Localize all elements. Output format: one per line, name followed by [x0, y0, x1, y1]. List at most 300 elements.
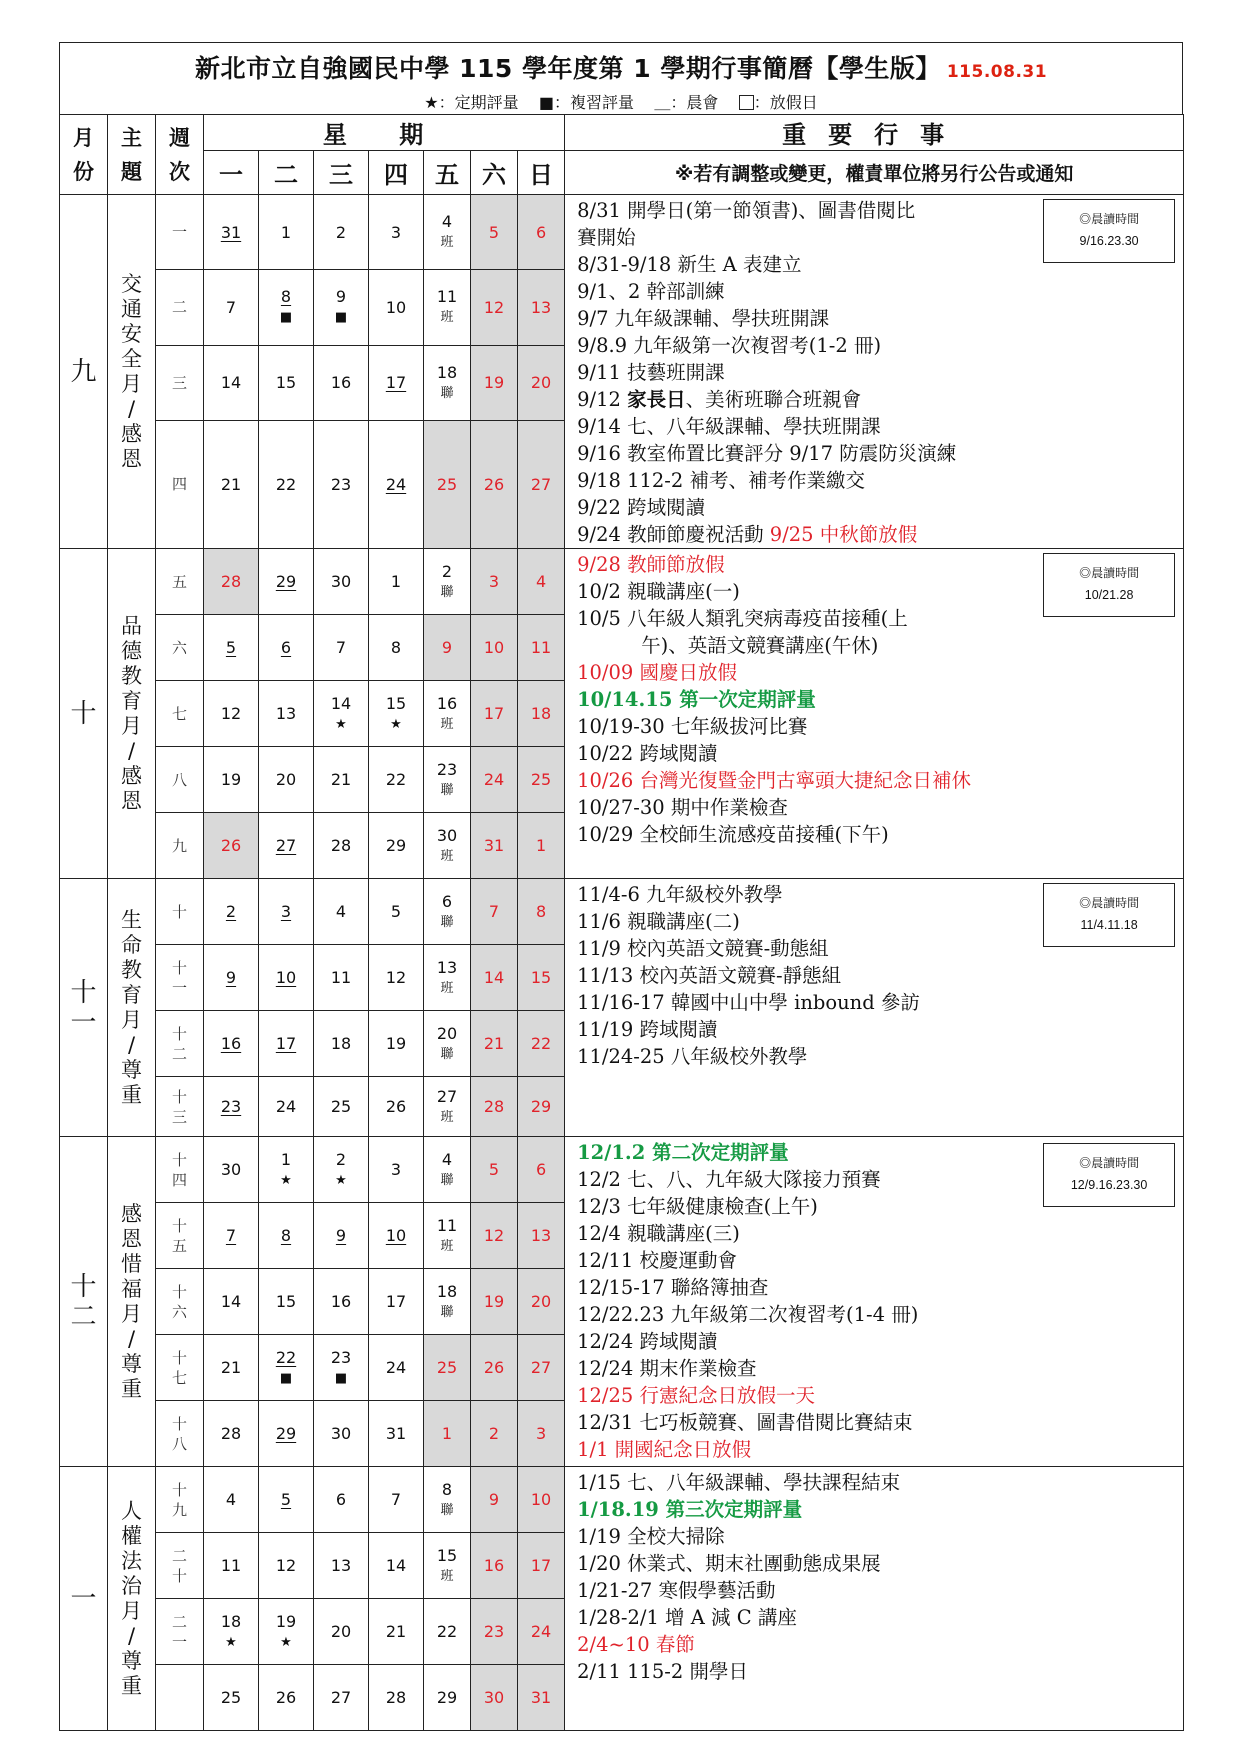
event-line: 11/13 校內英語文競賽-靜態組 — [577, 964, 842, 987]
day-number: 3 — [535, 1424, 547, 1443]
day-number: 9 — [441, 638, 453, 657]
day-number: 13 — [530, 297, 552, 317]
day-cell — [204, 747, 259, 813]
day-cell — [314, 1269, 369, 1335]
day-mark: ■ — [279, 310, 293, 326]
month-label: 九 — [60, 195, 108, 549]
day-number: 20 — [436, 1023, 458, 1043]
title-date: 115.08.31 — [946, 62, 1048, 82]
header-day-wed: 三 — [314, 151, 369, 195]
day-number: 22 — [275, 1347, 297, 1367]
event-line: 1/18.19 第三次定期評量 — [577, 1498, 803, 1521]
event-line: 9/24 教師節慶祝活動 9/25 中秋節放假 — [577, 523, 918, 546]
day-mark: 聯 — [440, 1502, 454, 1518]
day-cell — [204, 1203, 259, 1269]
week-number: 二十 — [156, 1533, 204, 1599]
reading-time-title: ◎晨讀時間 — [1079, 896, 1140, 910]
day-cell — [259, 1665, 314, 1731]
theme-label: 人權法治月/尊重 — [108, 1467, 156, 1731]
day-cell — [259, 270, 314, 345]
event-line: 9/1、2 幹部訓練 — [577, 280, 725, 303]
day-cell — [369, 1077, 424, 1137]
day-cell — [471, 1401, 518, 1467]
event-line: 2/4~10 春節 — [577, 1633, 695, 1656]
day-number: 7 — [390, 1490, 402, 1509]
page-title — [60, 49, 1182, 85]
header-events: 重要行事 — [565, 115, 1184, 151]
day-number: 17 — [385, 373, 407, 393]
reading-time-title: ◎晨讀時間 — [1079, 566, 1140, 580]
day-mark: ★ — [280, 1172, 292, 1188]
day-cell — [204, 1335, 259, 1401]
event-line: 9/18 112-2 補考、補考作業繳交 — [577, 469, 865, 492]
day-number: 14 — [220, 373, 242, 393]
day-number: 21 — [330, 770, 352, 789]
day-number: 26 — [483, 1358, 505, 1377]
day-number: 15 — [275, 373, 297, 393]
theme-label: 品德教育月/感恩 — [108, 549, 156, 879]
day-number: 27 — [330, 1688, 352, 1707]
legend-line: ＿：晨會 — [654, 93, 719, 112]
week-number: 十六 — [156, 1269, 204, 1335]
event-line: 10/19-30 七年級拔河比賽 — [577, 715, 808, 738]
day-cell — [369, 1011, 424, 1077]
day-cell — [259, 813, 314, 879]
day-cell — [518, 1401, 565, 1467]
day-number: 21 — [483, 1034, 505, 1053]
day-number: 15 — [385, 693, 407, 713]
day-number: 14 — [330, 693, 352, 713]
header-week: 週次 — [156, 115, 204, 195]
day-cell — [259, 345, 314, 420]
event-line: 午)、英語文競賽講座(午休) — [641, 634, 879, 657]
reading-time-dates: 10/21.28 — [1084, 588, 1134, 602]
day-cell — [424, 420, 471, 548]
day-number: 6 — [441, 891, 453, 911]
day-cell — [314, 1467, 369, 1533]
event-line: 2/11 115-2 開學日 — [577, 1660, 748, 1683]
week-number: 九 — [156, 813, 204, 879]
week-row — [60, 195, 1184, 270]
day-cell — [471, 195, 518, 270]
day-number: 11 — [330, 968, 352, 987]
day-cell — [369, 615, 424, 681]
week-number: 十九 — [156, 1467, 204, 1533]
event-line: 11/19 跨域閱讀 — [577, 1018, 718, 1041]
day-cell — [424, 1011, 471, 1077]
day-number: 7 — [225, 297, 237, 317]
day-cell — [204, 1533, 259, 1599]
day-number: 17 — [530, 1556, 552, 1575]
day-cell — [424, 1401, 471, 1467]
day-number: 22 — [436, 1622, 458, 1641]
day-cell — [518, 945, 565, 1011]
day-number: 24 — [275, 1097, 297, 1116]
day-number: 18 — [530, 704, 552, 723]
header-notice: ※若有調整或變更，權責單位將另行公告或通知 — [565, 151, 1184, 195]
day-number: 28 — [220, 1424, 242, 1443]
day-number: 24 — [483, 770, 505, 789]
day-number: 24 — [385, 474, 407, 494]
day-cell — [471, 747, 518, 813]
day-cell — [518, 615, 565, 681]
day-number: 14 — [483, 968, 505, 987]
week-number: 十七 — [156, 1335, 204, 1401]
day-cell — [369, 1599, 424, 1665]
day-number: 29 — [530, 1097, 552, 1116]
day-cell — [369, 195, 424, 270]
day-number: 18 — [220, 1611, 242, 1631]
day-number: 11 — [220, 1556, 242, 1575]
day-number: 3 — [488, 572, 500, 591]
day-cell — [204, 345, 259, 420]
day-cell — [369, 270, 424, 345]
day-number: 8 — [441, 1479, 453, 1499]
calendar-sheet — [59, 42, 1183, 1731]
day-number: 12 — [385, 968, 407, 987]
day-cell — [471, 813, 518, 879]
day-number: 2 — [225, 902, 237, 921]
day-mark: ★ — [280, 1634, 292, 1650]
day-number: 12 — [275, 1556, 297, 1575]
legend-box-icon — [739, 95, 754, 110]
theme-label: 感恩惜福月/尊重 — [108, 1137, 156, 1467]
day-number: 10 — [530, 1490, 552, 1509]
day-cell — [518, 1269, 565, 1335]
day-mark: 班 — [440, 1109, 454, 1125]
day-number: 15 — [436, 1545, 458, 1565]
day-number: 20 — [530, 1292, 552, 1311]
day-cell — [424, 1533, 471, 1599]
day-cell — [314, 1533, 369, 1599]
day-number: 26 — [220, 836, 242, 855]
day-cell — [424, 1077, 471, 1137]
day-number: 26 — [385, 1097, 407, 1116]
day-mark: 聯 — [440, 1172, 454, 1188]
reading-time-box — [1043, 199, 1175, 263]
day-number: 27 — [530, 474, 552, 494]
calendar-table — [59, 114, 1184, 1731]
event-line: 12/22.23 九年級第二次複習考(1-4 冊) — [577, 1303, 919, 1326]
day-number: 4 — [441, 212, 453, 232]
day-number: 1 — [441, 1424, 453, 1443]
day-number: 30 — [330, 572, 352, 591]
day-number: 19 — [220, 770, 242, 789]
day-cell — [471, 615, 518, 681]
day-number: 17 — [483, 704, 505, 723]
day-number: 14 — [385, 1556, 407, 1575]
events-cell — [565, 549, 1184, 879]
day-cell — [369, 1269, 424, 1335]
day-cell — [424, 1599, 471, 1665]
event-line: 11/24-25 八年級校外教學 — [577, 1045, 808, 1068]
day-cell — [204, 1599, 259, 1665]
day-cell — [471, 1203, 518, 1269]
day-number: 8 — [535, 902, 547, 921]
event-line: 10/14.15 第一次定期評量 — [577, 688, 816, 711]
day-number: 28 — [220, 572, 242, 591]
day-cell — [259, 549, 314, 615]
day-number: 5 — [488, 1160, 500, 1179]
day-cell — [259, 1335, 314, 1401]
day-number: 31 — [385, 1424, 407, 1443]
event-line: 12/4 親職講座(三) — [577, 1222, 740, 1245]
day-cell — [471, 1665, 518, 1731]
day-cell — [204, 1665, 259, 1731]
day-number: 23 — [220, 1097, 242, 1116]
day-mark: ■ — [279, 1370, 293, 1386]
day-cell — [518, 681, 565, 747]
day-number: 3 — [280, 902, 292, 921]
reading-time-dates: 12/9.16.23.30 — [1070, 1178, 1148, 1192]
day-number: 12 — [483, 1226, 505, 1245]
day-number: 26 — [275, 1688, 297, 1707]
event-line: 12/31 七巧板競賽、圖書借閱比賽結束 — [577, 1411, 913, 1434]
day-number: 27 — [530, 1358, 552, 1377]
day-cell — [204, 879, 259, 945]
legend-star: ★：定期評量 — [424, 93, 519, 112]
day-number: 12 — [220, 704, 242, 723]
week-number: 二一 — [156, 1599, 204, 1665]
day-cell — [369, 420, 424, 548]
day-cell — [369, 813, 424, 879]
day-cell — [204, 420, 259, 548]
header-day-tue: 二 — [259, 151, 314, 195]
events-cell — [565, 1137, 1184, 1467]
day-cell — [259, 1203, 314, 1269]
day-mark: 班 — [440, 980, 454, 996]
day-cell — [259, 879, 314, 945]
week-number: 三 — [156, 345, 204, 420]
day-number: 1 — [280, 1149, 292, 1169]
day-cell — [369, 945, 424, 1011]
day-number: 2 — [335, 222, 347, 242]
day-mark: ■ — [334, 310, 348, 326]
day-cell — [314, 813, 369, 879]
day-number: 4 — [225, 1490, 237, 1509]
day-number: 16 — [436, 693, 458, 713]
day-cell — [471, 1011, 518, 1077]
day-mark: 聯 — [440, 385, 454, 401]
event-line: 11/16-17 韓國中山中學 inbound 參訪 — [577, 991, 920, 1014]
reading-time-box — [1043, 1143, 1175, 1207]
day-number: 9 — [488, 1490, 500, 1509]
event-line: 1/1 開國紀念日放假 — [577, 1438, 752, 1461]
event-line: 10/2 親職講座(一) — [577, 580, 740, 603]
day-mark: ★ — [335, 716, 347, 732]
day-cell — [471, 1077, 518, 1137]
week-row — [60, 879, 1184, 945]
day-number: 14 — [220, 1292, 242, 1311]
day-cell — [204, 615, 259, 681]
day-cell — [259, 1599, 314, 1665]
event-line: 8/31-9/18 新生 A 表建立 — [577, 253, 802, 276]
legend-square: ■：複習評量 — [538, 93, 635, 112]
day-number: 30 — [483, 1688, 505, 1707]
day-number: 9 — [335, 1226, 347, 1245]
week-number: 十 — [156, 879, 204, 945]
day-number: 16 — [330, 373, 352, 393]
day-cell — [518, 420, 565, 548]
day-cell — [314, 747, 369, 813]
day-number: 31 — [483, 836, 505, 855]
week-row — [60, 1137, 1184, 1203]
day-number: 25 — [220, 1688, 242, 1707]
day-number: 7 — [488, 902, 500, 921]
day-cell — [314, 615, 369, 681]
day-number: 16 — [220, 1034, 242, 1053]
day-number: 5 — [390, 902, 402, 921]
day-cell — [369, 1335, 424, 1401]
day-number: 13 — [530, 1226, 552, 1245]
day-mark: ★ — [390, 716, 402, 732]
week-number: 五 — [156, 549, 204, 615]
day-mark: 班 — [440, 235, 454, 251]
event-line: 1/19 全校大掃除 — [577, 1525, 725, 1548]
day-number: 23 — [330, 474, 352, 494]
document-header — [59, 42, 1183, 114]
day-cell — [259, 1137, 314, 1203]
day-number: 4 — [535, 572, 547, 591]
event-line: 11/6 親職講座(二) — [577, 910, 740, 933]
day-number: 23 — [436, 759, 458, 779]
day-cell — [424, 615, 471, 681]
day-number: 19 — [275, 1611, 297, 1631]
day-cell — [424, 1203, 471, 1269]
day-number: 24 — [385, 1358, 407, 1377]
day-cell — [314, 1011, 369, 1077]
day-number: 21 — [220, 1358, 242, 1377]
day-cell — [259, 615, 314, 681]
day-cell — [314, 1203, 369, 1269]
day-cell — [424, 270, 471, 345]
day-cell — [424, 195, 471, 270]
day-cell — [471, 681, 518, 747]
week-number: 七 — [156, 681, 204, 747]
day-number: 13 — [436, 957, 458, 977]
day-number: 18 — [436, 362, 458, 382]
reading-time-title: ◎晨讀時間 — [1079, 1156, 1140, 1170]
day-number: 24 — [530, 1622, 552, 1641]
event-line: 9/8.9 九年級第一次複習考(1-2 冊) — [577, 334, 882, 357]
day-cell — [518, 1533, 565, 1599]
day-cell — [314, 1335, 369, 1401]
week-number: 六 — [156, 615, 204, 681]
day-cell — [471, 945, 518, 1011]
day-cell — [259, 681, 314, 747]
day-number: 16 — [330, 1292, 352, 1311]
event-line: 10/09 國慶日放假 — [577, 661, 737, 684]
day-mark: 班 — [440, 1238, 454, 1254]
day-number: 30 — [330, 1424, 352, 1443]
day-cell — [369, 549, 424, 615]
day-number: 28 — [330, 836, 352, 855]
event-line: 9/11 技藝班開課 — [577, 361, 725, 384]
day-mark: 班 — [440, 1568, 454, 1584]
event-line: 9/22 跨域閱讀 — [577, 496, 706, 519]
day-number: 10 — [275, 968, 297, 987]
day-cell — [204, 1077, 259, 1137]
day-cell — [518, 1077, 565, 1137]
day-number: 25 — [436, 474, 458, 494]
day-cell — [424, 1665, 471, 1731]
day-number: 25 — [330, 1097, 352, 1116]
day-mark: ★ — [225, 1634, 237, 1650]
event-line: 12/24 期末作業檢查 — [577, 1357, 757, 1380]
week-row — [60, 549, 1184, 615]
event-line: 1/20 休業式、期末社團動態成果展 — [577, 1552, 881, 1575]
day-number: 27 — [436, 1086, 458, 1106]
day-number: 13 — [275, 704, 297, 723]
day-cell — [369, 879, 424, 945]
week-number: 十四 — [156, 1137, 204, 1203]
title-text: 新北市立自強國民中學 115 學年度第 1 學期行事簡曆【學生版】 — [194, 54, 941, 83]
week-number: 四 — [156, 420, 204, 548]
reading-time-dates: 9/16.23.30 — [1079, 234, 1139, 248]
day-number: 6 — [335, 1490, 347, 1509]
theme-label: 生命教育月/尊重 — [108, 879, 156, 1137]
theme-label: 交通安全月/感恩 — [108, 195, 156, 549]
day-cell — [259, 1533, 314, 1599]
event-line: 12/15-17 聯絡簿抽查 — [577, 1276, 769, 1299]
day-number: 9 — [225, 968, 237, 987]
events-cell — [565, 879, 1184, 1137]
header-day-thu: 四 — [369, 151, 424, 195]
day-mark: 班 — [440, 716, 454, 732]
day-cell — [471, 879, 518, 945]
event-line: 10/22 跨域閱讀 — [577, 742, 718, 765]
day-mark: 班 — [440, 848, 454, 864]
day-number: 10 — [385, 1226, 407, 1245]
event-line: 12/11 校慶運動會 — [577, 1249, 737, 1272]
day-number: 25 — [530, 770, 552, 789]
reading-time-title: ◎晨讀時間 — [1079, 212, 1140, 226]
week-number: 八 — [156, 747, 204, 813]
event-line: 9/12 家長日、美術班聯合班親會 — [577, 388, 862, 411]
event-line: 9/16 教室佈置比賽評分 9/17 防震防災演練 — [577, 442, 957, 465]
day-number: 29 — [275, 572, 297, 591]
day-number: 30 — [220, 1160, 242, 1179]
event-line: 1/28-2/1 增 A 減 C 講座 — [577, 1606, 797, 1629]
events-cell — [565, 1467, 1184, 1731]
day-cell — [204, 1467, 259, 1533]
day-number: 12 — [483, 297, 505, 317]
event-line: 10/27-30 期中作業檢查 — [577, 796, 788, 819]
day-cell — [204, 1269, 259, 1335]
day-number: 27 — [275, 836, 297, 855]
day-cell — [518, 813, 565, 879]
week-number: 十八 — [156, 1401, 204, 1467]
day-cell — [471, 1137, 518, 1203]
day-cell — [424, 549, 471, 615]
day-cell — [471, 420, 518, 548]
day-cell — [518, 1467, 565, 1533]
day-number: 2 — [488, 1424, 500, 1443]
day-cell — [314, 1665, 369, 1731]
day-cell — [204, 270, 259, 345]
day-cell — [424, 1269, 471, 1335]
week-number: 十二 — [156, 1011, 204, 1077]
day-cell — [369, 1467, 424, 1533]
day-cell — [314, 681, 369, 747]
day-number: 6 — [280, 638, 292, 657]
day-cell — [314, 195, 369, 270]
day-cell — [204, 1137, 259, 1203]
day-cell — [424, 879, 471, 945]
day-cell — [471, 345, 518, 420]
day-cell — [518, 1665, 565, 1731]
day-number: 21 — [385, 1622, 407, 1641]
